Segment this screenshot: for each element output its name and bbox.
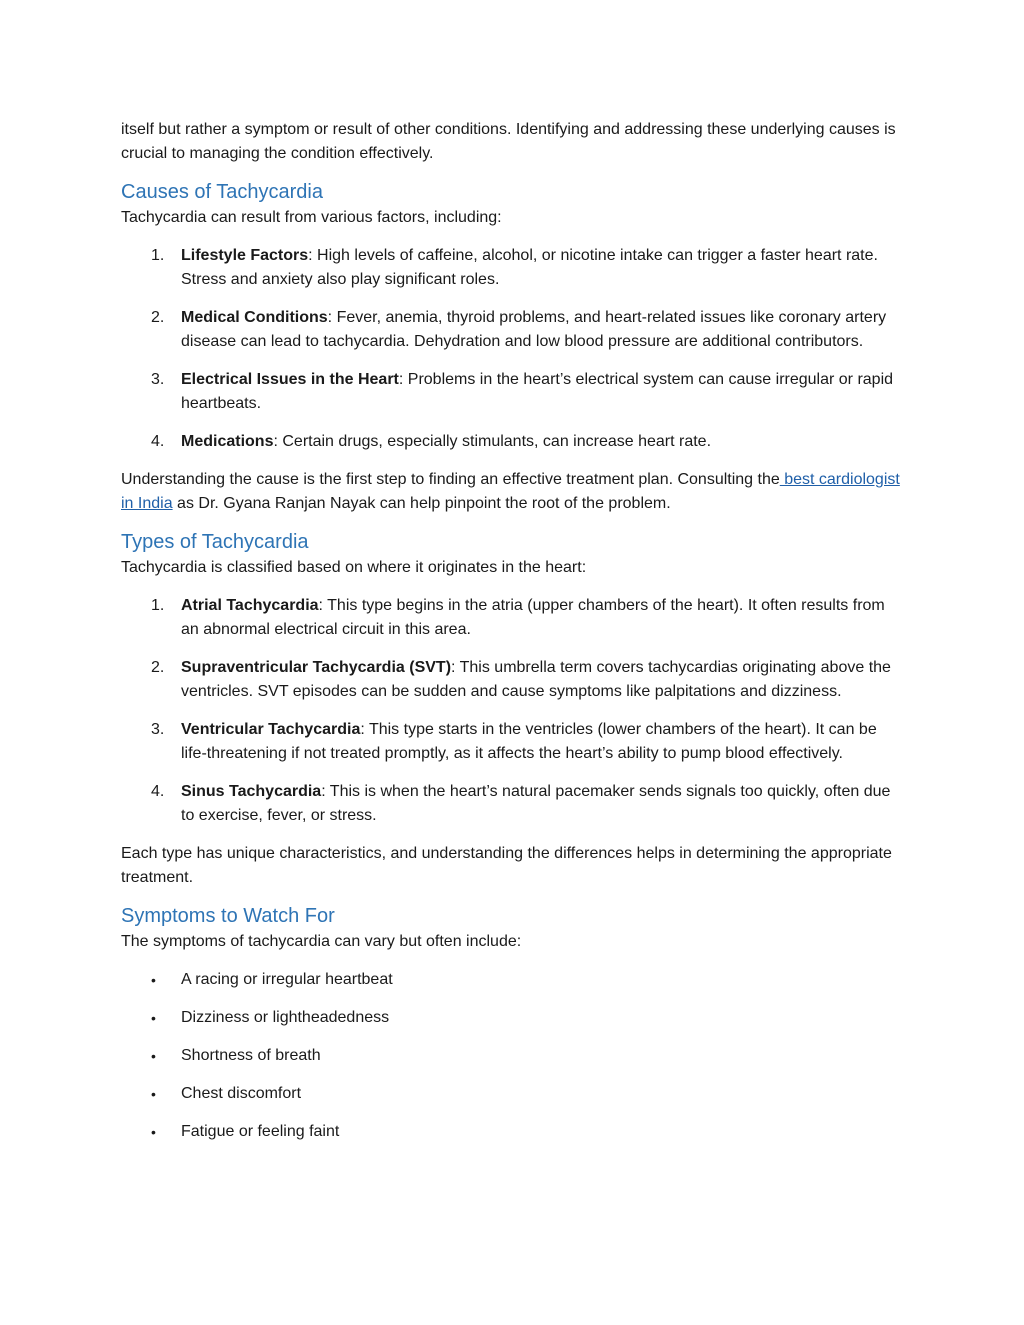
list-term: Electrical Issues in the Heart: [181, 371, 399, 388]
list-number: 3.: [151, 371, 165, 388]
list-item: [121, 1044, 906, 1068]
list-term: Lifestyle Factors: [181, 247, 309, 264]
bullet-icon: •: [151, 1010, 156, 1026]
list-description: A racing or irregular heartbeat: [181, 971, 393, 988]
symptoms-lead: The symptoms of tachycardia can vary but often include:: [121, 933, 522, 950]
types-lead: Tachycardia is classified based on where it originates in the heart:: [121, 559, 587, 576]
list-number: 4.: [151, 433, 165, 450]
list-description: Fatigue or feeling faint: [181, 1123, 340, 1140]
list-term: Medications: [181, 433, 274, 450]
list-item: [121, 1082, 906, 1106]
list-number: 1.: [151, 247, 165, 264]
causes-closing-paragraph: Understanding the cause is the first step to finding an effective treatment plan. Consulting the best cardiologist in India as Dr. Gyana Ranjan Nayak can help pinpoint the root of the problem.: [121, 471, 900, 512]
symptoms-heading: Symptoms to Watch For: [121, 905, 335, 927]
types-list: [121, 594, 906, 828]
list-description: : This is when the heart’s natural pacemaker sends signals too quickly, often due to exercise, fever, or stress.: [181, 783, 891, 824]
bullet-icon: •: [151, 1086, 156, 1102]
list-description: : This umbrella term covers tachycardias originating above the ventricles. SVT episodes can be sudden and cause symptoms like palpitations and dizziness.: [181, 659, 891, 700]
intro-paragraph: itself but rather a symptom or result of other conditions. Identifying and addressing these underlying causes is crucial to managing the condition effectively.: [121, 121, 896, 162]
cardiologist-link[interactable]: best cardiologist in India: [121, 471, 900, 512]
list-number: 2.: [151, 309, 165, 326]
list-item: [121, 656, 906, 704]
list-item: [121, 594, 906, 642]
list-number: 2.: [151, 659, 165, 676]
bullet-icon: •: [151, 1048, 156, 1064]
document-page: [121, 118, 906, 1158]
symptoms-list: [121, 968, 906, 1144]
list-description: : Problems in the heart’s electrical system can cause irregular or rapid heartbeats.: [181, 371, 894, 412]
list-term: Sinus Tachycardia: [181, 783, 322, 800]
list-number: 4.: [151, 783, 165, 800]
list-item: [121, 718, 906, 766]
list-term: Medical Conditions: [181, 309, 328, 326]
list-term: Ventricular Tachycardia: [181, 721, 361, 738]
list-item: [121, 1120, 906, 1144]
list-description: Chest discomfort: [181, 1085, 302, 1102]
list-description: Dizziness or lightheadedness: [181, 1009, 390, 1026]
list-description: : Certain drugs, especially stimulants, can increase heart rate.: [273, 433, 712, 450]
causes-lead: Tachycardia can result from various factors, including:: [121, 209, 502, 226]
list-description: : Fever, anemia, thyroid problems, and heart-related issues like coronary artery disease can lead to tachycardia. Dehydration and low blood pressure are additional contributors.: [181, 309, 887, 350]
bullet-icon: •: [151, 972, 156, 988]
types-closing-paragraph: Each type has unique characteristics, and understanding the differences helps in determining the appropriate treatment.: [121, 845, 892, 886]
list-item: [121, 968, 906, 992]
list-number: 1.: [151, 597, 165, 614]
bullet-icon: •: [151, 1124, 156, 1140]
list-item: [121, 780, 906, 828]
list-description: : High levels of caffeine, alcohol, or nicotine intake can trigger a faster heart rate. Stress and anxiety also play significant roles.: [181, 247, 878, 288]
causes-list: [121, 244, 906, 454]
list-description: : This type starts in the ventricles (lower chambers of the heart). It can be life-threatening if not treated promptly, as it affects the heart’s ability to pump blood effectively.: [181, 721, 877, 762]
list-item: [121, 368, 906, 416]
list-item: [121, 306, 906, 354]
list-term: Supraventricular Tachycardia (SVT): [181, 659, 452, 676]
list-item: [121, 430, 906, 454]
list-term: Atrial Tachycardia: [181, 597, 319, 614]
list-description: Shortness of breath: [181, 1047, 321, 1064]
types-heading: Types of Tachycardia: [121, 531, 309, 553]
list-item: [121, 244, 906, 292]
list-description: : This type begins in the atria (upper chambers of the heart). It often results from an abnormal electrical circuit in this area.: [181, 597, 885, 638]
causes-heading: Causes of Tachycardia: [121, 181, 323, 203]
list-item: [121, 1006, 906, 1030]
list-number: 3.: [151, 721, 165, 738]
